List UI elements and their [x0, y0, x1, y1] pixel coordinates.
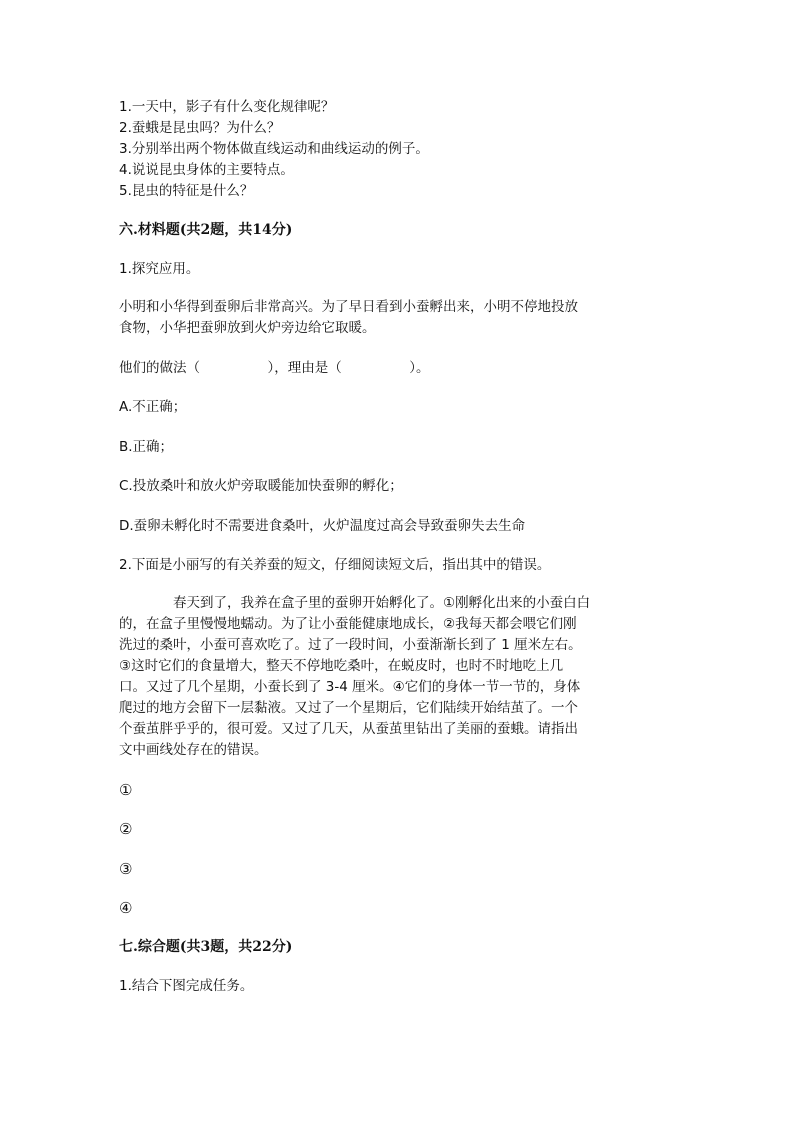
option-c: C.投放桑叶和放火炉旁取暖能加快蚕卵的孵化； — [119, 478, 403, 494]
question-2: 2.蚕蛾是昆虫吗？为什么？ — [119, 120, 281, 136]
question-3: 3.分别举出两个物体做直线运动和曲线运动的例子。 — [119, 141, 429, 157]
question-1: 1.一天中，影子有什么变化规律呢？ — [119, 99, 335, 115]
passage-line: 口。又过了几个星期，小蚕长到了 3-4 厘米。④它们的身体一节一节的，身体 — [119, 679, 581, 695]
section-7-q1-title: 1.结合下图完成任务。 — [119, 978, 254, 994]
passage-line: ③这时它们的食量增大，整天不停地吃桑叶，在蜕皮时，也时不时地吃上几 — [119, 658, 564, 674]
passage-line: 食物，小华把蚕卵放到火炉旁边给它取暖。 — [119, 320, 376, 336]
section-6-heading: 六.材料题(共2题，共14分) — [119, 222, 293, 238]
passage-line: 文中画线处存在的错误。 — [119, 742, 268, 758]
passage-line: 的，在盒子里慢慢地蠕动。为了让小蚕能健康地成长，②我每天都会喂它们刚 — [119, 616, 577, 632]
passage-line: 洗过的桑叶，小蚕可喜欢吃了。过了一段时间，小蚕渐渐长到了 1 厘米左右。 — [119, 637, 582, 653]
option-d: D.蚕卵未孵化时不需要进食桑叶，火炉温度过高会导致蚕卵失去生命 — [119, 518, 526, 534]
question-4: 4.说说昆虫身体的主要特点。 — [119, 162, 294, 178]
passage-line: 小明和小华得到蚕卵后非常高兴。为了早日看到小蚕孵出来，小明不停地投放 — [119, 299, 578, 315]
section-6-q2-title: 2.下面是小丽写的有关养蚕的短文，仔细阅读短文后，指出其中的错误。 — [119, 557, 551, 573]
section-6-q2-passage — [119, 593, 639, 761]
option-a: A.不正确； — [119, 399, 187, 415]
passage-line: 春天到了，我养在盒子里的蚕卵开始孵化了。①刚孵化出来的小蚕白白 — [173, 595, 591, 611]
section-6-q1-prompt: 他们的做法（ ），理由是（ ）。 — [119, 360, 430, 376]
question-5: 5.昆虫的特征是什么？ — [119, 183, 254, 199]
section-6-q1-title: 1.探究应用。 — [119, 261, 200, 277]
answer-1: ① — [119, 781, 133, 799]
answer-4: ④ — [119, 899, 133, 917]
section-7-heading: 七.综合题(共3题，共22分) — [119, 939, 293, 955]
passage-line: 个蚕茧胖乎乎的，很可爱。又过了几天，从蚕茧里钻出了美丽的蚕蛾。请指出 — [119, 721, 578, 737]
section-6-q1-passage — [119, 297, 639, 339]
option-b: B.正确； — [119, 439, 174, 455]
passage-line: 爬过的地方会留下一层黏液。又过了一个星期后，它们陆续开始结茧了。一个 — [119, 700, 578, 716]
answer-3: ③ — [119, 860, 133, 878]
answer-2: ② — [119, 820, 133, 838]
